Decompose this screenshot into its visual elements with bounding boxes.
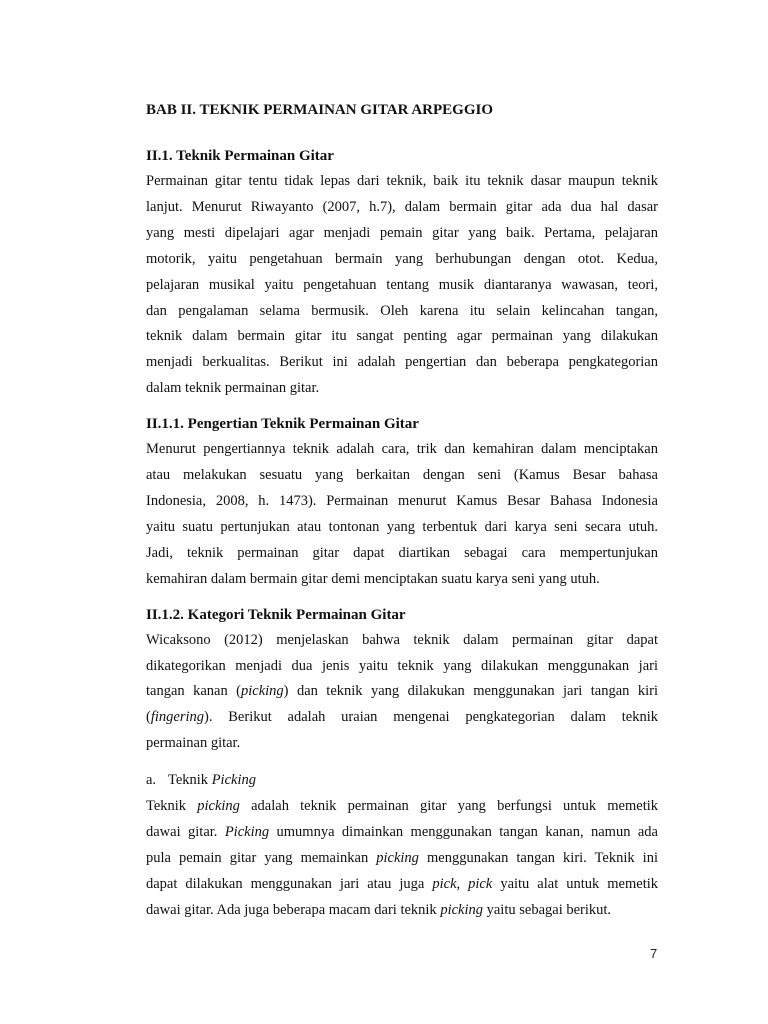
section-heading-ii-1-1: II.1.1. Pengertian Teknik Permainan Gitar: [146, 416, 419, 433]
text-line: motorik, yaitu pengetahuan bermain yang berhubungan dengan otot. Kedua,: [146, 250, 658, 267]
text-line: yaitu suatu pertunjukan atau tontonan yang terbentuk dari karya seni secara utuh.: [146, 518, 658, 535]
text-line: permainan gitar.: [146, 735, 241, 752]
document-page: [146, 100, 658, 936]
text-line: dawai gitar. Ada juga beberapa macam dari teknik picking yaitu sebagai berikut.: [146, 901, 612, 918]
text-line: dalam teknik permainan gitar.: [146, 380, 320, 397]
subsection-heading-picking: [146, 769, 658, 791]
page-number: 7: [650, 946, 658, 961]
text-line: Permainan gitar tentu tidak lepas dari teknik, baik itu teknik dasar maupun teknik: [146, 173, 658, 189]
text-line: pelajaran musikal yaitu pengetahuan tentang musik diantaranya wawasan, teori,: [146, 276, 658, 293]
text-line: yang mesti dipelajari agar menjadi pemain gitar yang baik. Pertama, pelajaran: [146, 224, 658, 241]
italic-term: pick: [468, 875, 493, 892]
text-line: menjadi berkualitas. Berikut ini adalah pengertian dan beberapa pengkategorian: [146, 354, 658, 371]
text-line: teknik dalam bermain gitar itu sangat penting agar permainan yang dilakukan: [146, 328, 658, 345]
section-paragraph-ii-1: [146, 169, 658, 402]
italic-term: fingering: [150, 709, 205, 726]
section-heading-ii-1: II.1. Teknik Permainan Gitar: [146, 148, 334, 164]
text-line: dan pengalaman selama bermusik. Oleh karena itu selain kelincahan tangan,: [146, 302, 658, 319]
section-paragraph-ii-1-2: [146, 628, 658, 758]
text-line: pula pemain gitar yang memainkan picking menggunakan tangan kiri. Teknik ini: [146, 849, 658, 866]
text-line: tangan kanan (picking) dan teknik yang dilakukan menggunakan jari tangan kiri: [146, 683, 658, 700]
text-line: lanjut. Menurut Riwayanto (2007, h.7), dalam bermain gitar ada dua hal dasar: [146, 198, 658, 215]
text-line: Wicaksono (2012) menjelaskan bahwa teknik dalam permainan gitar dapat: [146, 631, 658, 648]
text-line: kemahiran dalam bermain gitar demi menciptakan suatu karya seni yang utuh.: [146, 570, 600, 587]
italic-term: picking: [197, 798, 240, 815]
text-line: atau melakukan sesuatu yang berkaitan dengan seni (Kamus Besar bahasa: [146, 467, 658, 484]
subsection-label-italic: Picking: [211, 772, 256, 789]
italic-term: pick: [432, 875, 457, 892]
list-marker: a.: [146, 772, 157, 789]
text-line: (fingering). Berikut adalah uraian mengenai pengkategorian dalam teknik: [146, 709, 658, 726]
text-line: Jadi, teknik permainan gitar dapat diartikan sebagai cara mempertunjukan: [146, 544, 658, 561]
text-line: dapat dilakukan menggunakan jari atau juga pick, pick yaitu alat untuk memetik: [146, 875, 659, 892]
italic-term: picking: [376, 849, 419, 866]
section-paragraph-ii-1-1: [146, 437, 658, 592]
italic-term: picking: [240, 683, 284, 700]
section-heading-ii-1-2: II.1.2. Kategori Teknik Permainan Gitar: [146, 606, 406, 623]
text-line: Menurut pengertiannya teknik adalah cara, trik dan kemahiran dalam menciptakan: [146, 441, 658, 458]
chapter-title: BAB II. TEKNIK PERMAINAN GITAR ARPEGGIO: [146, 102, 493, 118]
text-line: Teknik picking adalah teknik permainan gitar yang berfungsi untuk memetik: [146, 798, 658, 815]
text-line: Indonesia, 2008, h. 1473). Permainan menurut Kamus Besar Bahasa Indonesia: [146, 492, 658, 509]
text-line: dawai gitar. Picking umumnya dimainkan menggunakan tangan kanan, namun ada: [146, 824, 658, 841]
subsection-label: Teknik: [168, 772, 209, 789]
italic-term: picking: [440, 901, 483, 918]
text-line: dikategorikan menjadi dua jenis yaitu teknik yang dilakukan menggunakan jari: [146, 657, 658, 674]
subsection-paragraph-picking: [146, 794, 658, 924]
italic-term: Picking: [224, 824, 270, 841]
